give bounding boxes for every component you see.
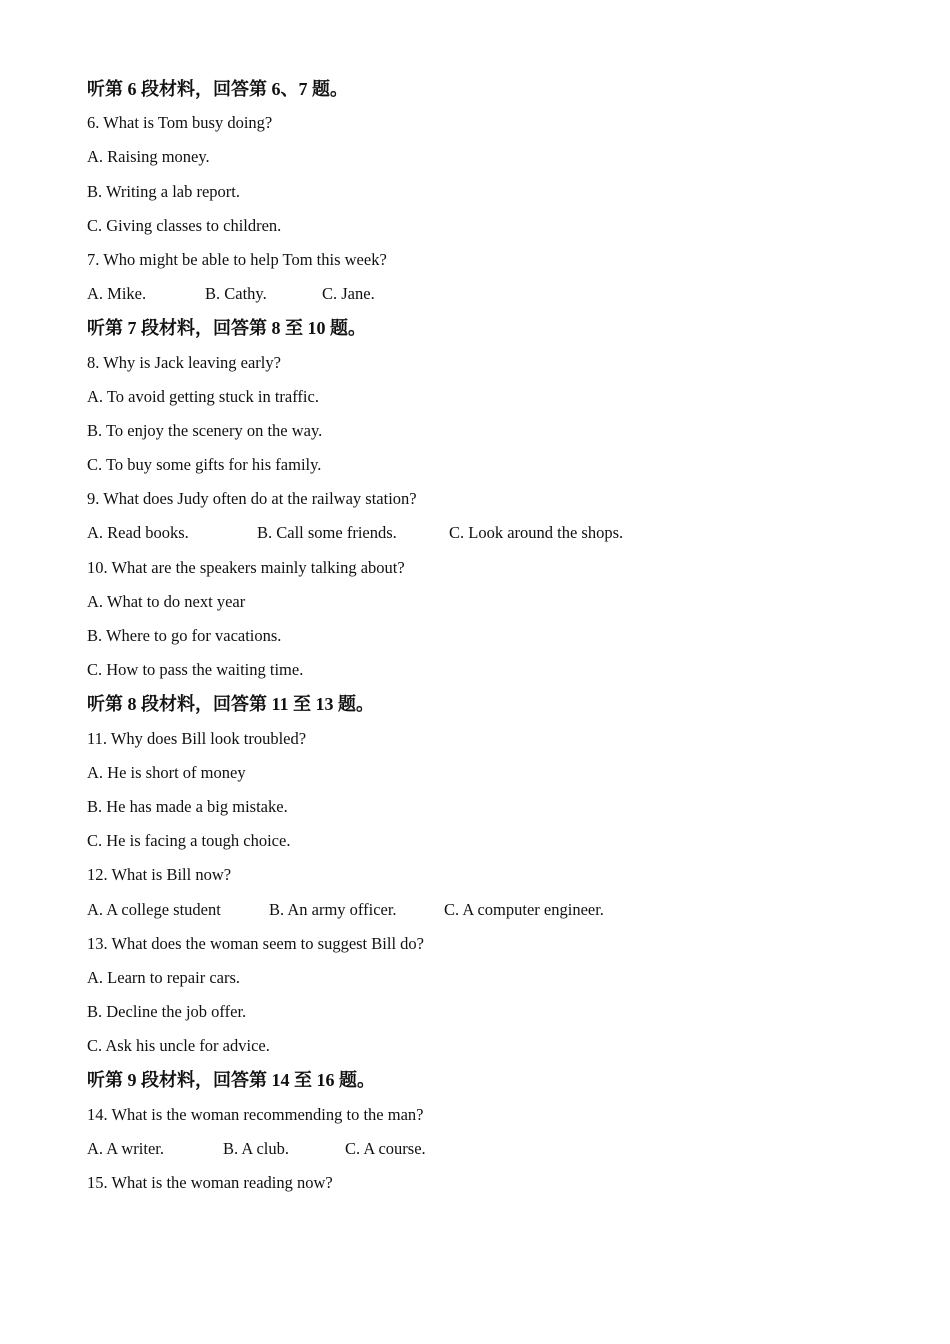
options-7 [87, 277, 887, 311]
option-6c: C. Giving classes to children. [87, 215, 282, 235]
option-8b: B. To enjoy the scenery on the way. [87, 420, 323, 440]
option-11b: B. He has made a big mistake. [87, 796, 288, 816]
question-6: 6. What is Tom busy doing? [87, 113, 273, 133]
options-14 [87, 1132, 887, 1166]
question-13: 13. What does the woman seem to suggest Bill do? [87, 933, 424, 953]
options-12 [87, 893, 887, 927]
option-10c: C. How to pass the waiting time. [87, 660, 304, 680]
option-6a: A. Raising money. [87, 147, 210, 167]
question-12: 12. What is Bill now? [87, 865, 232, 885]
option-11c: C. He is facing a tough choice. [87, 831, 291, 851]
section-heading-9: 听第 9 段材料，回答第 14 至 16 题。 [87, 1070, 375, 1091]
option-9a: A. Read books. [87, 523, 189, 543]
option-8a: A. To avoid getting stuck in traffic. [87, 386, 319, 406]
option-13c: C. Ask his uncle for advice. [87, 1036, 270, 1056]
option-7c: C. Jane. [322, 284, 375, 304]
question-11: 11. Why does Bill look troubled? [87, 728, 307, 748]
options-9 [87, 516, 887, 550]
section-heading-8: 听第 8 段材料，回答第 11 至 13 题。 [87, 694, 375, 715]
option-9b: B. Call some friends. [257, 523, 397, 543]
option-6b: B. Writing a lab report. [87, 181, 240, 201]
option-14c: C. A course. [345, 1138, 426, 1158]
question-14: 14. What is the woman recommending to the man? [87, 1104, 424, 1124]
exam-page [87, 72, 887, 1200]
question-10: 10. What are the speakers mainly talking about? [87, 557, 405, 577]
option-13a: A. Learn to repair cars. [87, 967, 241, 987]
option-10a: A. What to do next year [87, 591, 246, 611]
option-12b: B. An army officer. [269, 899, 397, 919]
option-14b: B. A club. [223, 1138, 290, 1158]
section-heading-6: 听第 6 段材料，回答第 6、7 题。 [87, 79, 348, 99]
question-15: 15. What is the woman reading now? [87, 1173, 333, 1192]
option-8c: C. To buy some gifts for his family. [87, 455, 322, 475]
option-7b: B. Cathy. [205, 284, 267, 304]
option-12c: C. A computer engineer. [444, 899, 604, 919]
question-7: 7. Who might be able to help Tom this week? [87, 249, 387, 269]
option-11a: A. He is short of money [87, 762, 246, 782]
question-9: 9. What does Judy often do at the railway station? [87, 489, 417, 509]
question-8: 8. Why is Jack leaving early? [87, 352, 281, 372]
option-12a: A. A college student [87, 899, 221, 919]
option-10b: B. Where to go for vacations. [87, 626, 282, 645]
option-13b: B. Decline the job offer. [87, 1002, 247, 1022]
option-9c: C. Look around the shops. [449, 523, 624, 543]
option-7a: A. Mike. [87, 284, 147, 304]
option-14a: A. A writer. [87, 1138, 164, 1158]
section-heading-7: 听第 7 段材料，回答第 8 至 10 题。 [87, 318, 366, 339]
